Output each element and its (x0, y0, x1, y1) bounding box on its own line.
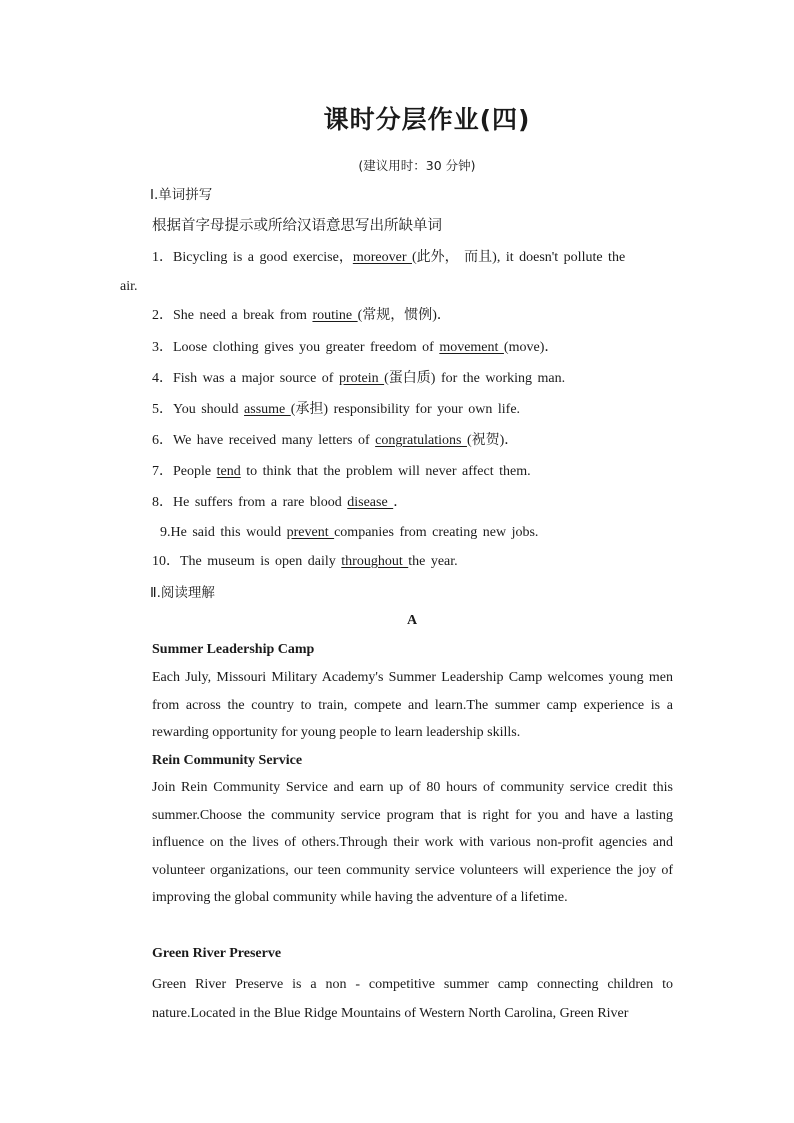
item-text: 10．The museum is open daily (152, 554, 342, 569)
camp-name-green-river: Green River Preserve (152, 946, 282, 961)
spelling-item-2 (152, 307, 451, 325)
item-text: (承担) responsibility for your own life. (290, 402, 521, 417)
spelling-item-8 (152, 494, 407, 512)
spelling-item-1-continued: air. (120, 279, 138, 294)
item-text: 1．Bicycling is a good exercise， (152, 250, 353, 265)
paragraph-text: Green River Preserve is a non - competitive summer camp connecting children to nature.Located in the Blue Ridge Mountains of Western North Carolina, Green River (152, 977, 673, 1021)
item-text: (常规，惯例)． (357, 308, 451, 323)
section-heading-spelling: Ⅰ.单词拼写 (150, 187, 213, 203)
section-instruction: 根据首字母提示或所给汉语意思写出所缺单词 (152, 218, 442, 234)
item-answer: moreover (352, 250, 412, 265)
spelling-item-10 (152, 553, 458, 571)
item-text: 5．You should (152, 402, 245, 417)
item-answer: prevent (286, 525, 335, 540)
spelling-item-4 (152, 370, 565, 388)
item-answer: tend (216, 464, 241, 479)
spelling-item-3 (152, 339, 558, 357)
page-title: 课时分层作业(四) (323, 105, 531, 134)
item-answer: assume (244, 402, 291, 417)
item-text: to think that the problem will never affect them. (240, 464, 531, 479)
item-text: 6．We have received many letters of (152, 433, 376, 448)
camp-name-leadership: Summer Leadership Camp (152, 642, 315, 657)
spelling-item-7 (152, 463, 531, 481)
item-answer: throughout (341, 554, 409, 569)
camp-description-rein (120, 774, 673, 912)
section-heading-reading: Ⅱ.阅读理解 (150, 585, 215, 601)
camp-description-leadership (120, 664, 673, 747)
time-note: (建议用时：30 分钟) (358, 158, 476, 173)
item-answer: movement (439, 340, 504, 355)
item-text: 2．She need a break from (152, 308, 313, 323)
item-text: ． (393, 495, 408, 510)
spelling-item-5 (152, 401, 520, 419)
paragraph-text: Each July, Missouri Military Academy's Summer Leadership Camp welcomes young men from across the country to train, compete and learn.The summer camp experience is a rewarding opportunity for young people to learn leadership skills. (152, 670, 673, 740)
item-text: (此外， 而且), it doesn't pollute the (412, 250, 626, 265)
item-text: (蛋白质) for the working man. (384, 371, 566, 386)
camp-description-green-river (120, 970, 673, 1028)
item-answer: protein (338, 371, 385, 386)
item-answer: congratulations (375, 433, 467, 448)
item-text: companies from creating new jobs. (334, 525, 539, 540)
spelling-item-6 (152, 432, 518, 450)
item-text: the year. (408, 554, 458, 569)
item-answer: disease (347, 495, 394, 510)
paragraph-text: Join Rein Community Service and earn up of 80 hours of community service credit this summer.Choose the community service program that is right for you and have a lasting influence on the lives of others.Through their work with various non-profit agencies and volunteer organizations, our teen community service volunteers will experience the joy of improving the global community while having the adventure of a lifetime. (152, 780, 673, 905)
camp-name-rein: Rein Community Service (152, 753, 303, 768)
item-text: 3．Loose clothing gives you greater freedom of (152, 340, 440, 355)
passage-label: A (406, 613, 418, 628)
item-text: 9.He said this would (160, 525, 287, 540)
item-text: 7．People (152, 464, 217, 479)
item-text: (祝贺)． (466, 433, 519, 448)
item-text: 4．Fish was a major source of (152, 371, 339, 386)
item-answer: routine (312, 308, 358, 323)
spelling-item-1 (152, 249, 625, 267)
item-text: (move)． (503, 340, 559, 355)
spelling-item-9 (160, 524, 538, 542)
item-text: 8．He suffers from a rare blood (152, 495, 348, 510)
